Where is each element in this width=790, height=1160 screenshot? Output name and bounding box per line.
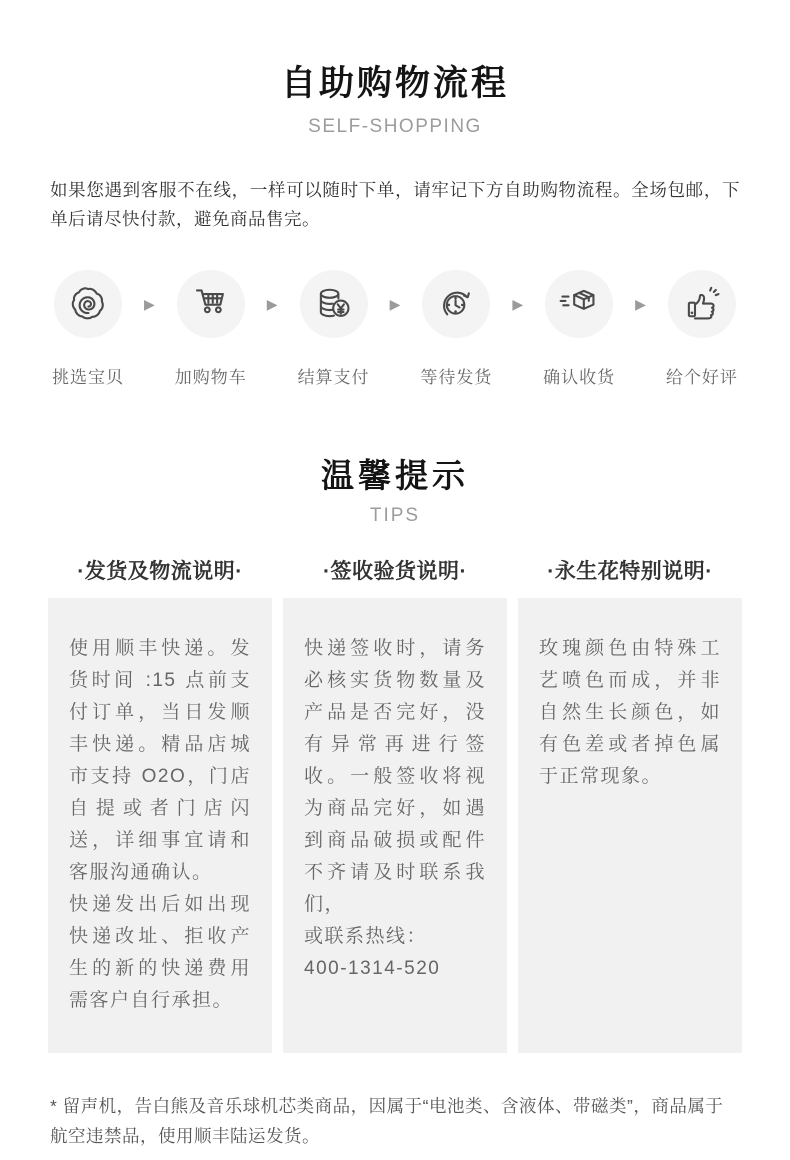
tips-columns [48,555,742,1053]
shipping-box-icon [558,283,600,325]
arrow-right-icon: ▶ [389,296,401,312]
step-checkout-pay [294,270,374,388]
tips-box [283,598,507,1053]
tips-box [518,598,742,1053]
tips-col-preserved-flower [518,555,742,1053]
step-label: 给个好评 [665,368,738,387]
step-label: 确认收货 [543,368,616,387]
step-pick-item [48,270,128,388]
step-circle [545,270,613,338]
step-circle [668,270,736,338]
rose-icon [67,283,109,325]
tips-col-shipping [48,555,272,1053]
tips-col-header: ·发货及物流说明· [77,560,243,583]
step-circle [54,270,122,338]
step-wait-shipping [416,270,496,388]
arrow-right-icon: ▶ [144,296,155,312]
tips-paragraph: 快递发出后如出现快递改址、拒收产生的新的快递费用需客户自行承担。 [69,894,251,1011]
arrow-right-icon: ▶ [635,296,646,312]
tips-col-header: ·签收验货说明· [323,560,467,583]
tips-paragraph: 快递签收时，请务必核实货物数量及产品是否完好，没有异常再进行签收。一般签收将视为商品完好，如遇到商品破损或配件不齐请及时联系我们， [304,638,486,915]
step-circle [177,270,245,338]
arrow-right-icon: ▶ [266,296,278,312]
step-label: 结算支付 [297,368,370,387]
clock-icon [435,283,477,325]
arrow-right-icon: ▶ [512,296,524,312]
thumbs-up-icon [681,283,723,325]
step-confirm-receipt [539,270,619,388]
shipping-restriction-footnote: * 留声机，告白熊及音乐球机芯类商品，因属于“电池类、含液体、带磁类”，商品属于航空违禁品，使用顺丰陆运发货。 [50,1096,724,1146]
step-leave-review [662,270,742,388]
tips-section-subtitle: TIPS [369,505,421,526]
step-label: 挑选宝贝 [52,368,124,387]
process-intro-text: 如果您遇到客服不在线，一样可以随时下单，请牢记下方自助购物流程。全场包邮，下单后请尽快付款，避免商品售完。 [50,180,740,229]
shopping-steps-row [48,270,742,388]
tips-section-title: 温馨提示 [321,457,469,494]
step-circle [300,270,368,338]
tips-paragraph: 使用顺丰快递。发货时间 :15 点前支付订单，当日发顺丰快递。精品店城市支持 O2O，门店自提或者门店闪送，详细事宜请和客服沟通确认。 [69,638,251,883]
tips-paragraph: 玫瑰颜色由特殊工艺喷色而成，并非自然生长颜色，如有色差或者掉色属于正常现象。 [539,638,721,787]
step-label: 等待发货 [420,368,493,387]
step-circle [422,270,490,338]
process-section-subtitle: SELF-SHOPPING [308,116,482,137]
step-add-to-cart [171,270,251,388]
tips-col-header: ·永生花特别说明· [547,560,713,583]
tips-col-inspection [283,555,507,1053]
hotline-number: 400-1314-520 [304,958,441,979]
process-section-title: 自助购物流程 [280,64,509,103]
cart-icon [190,283,232,325]
coins-pay-icon [313,283,355,325]
step-label: 加购物车 [174,368,247,387]
tips-paragraph: 或联系热线： [304,926,428,947]
tips-box [48,598,272,1053]
